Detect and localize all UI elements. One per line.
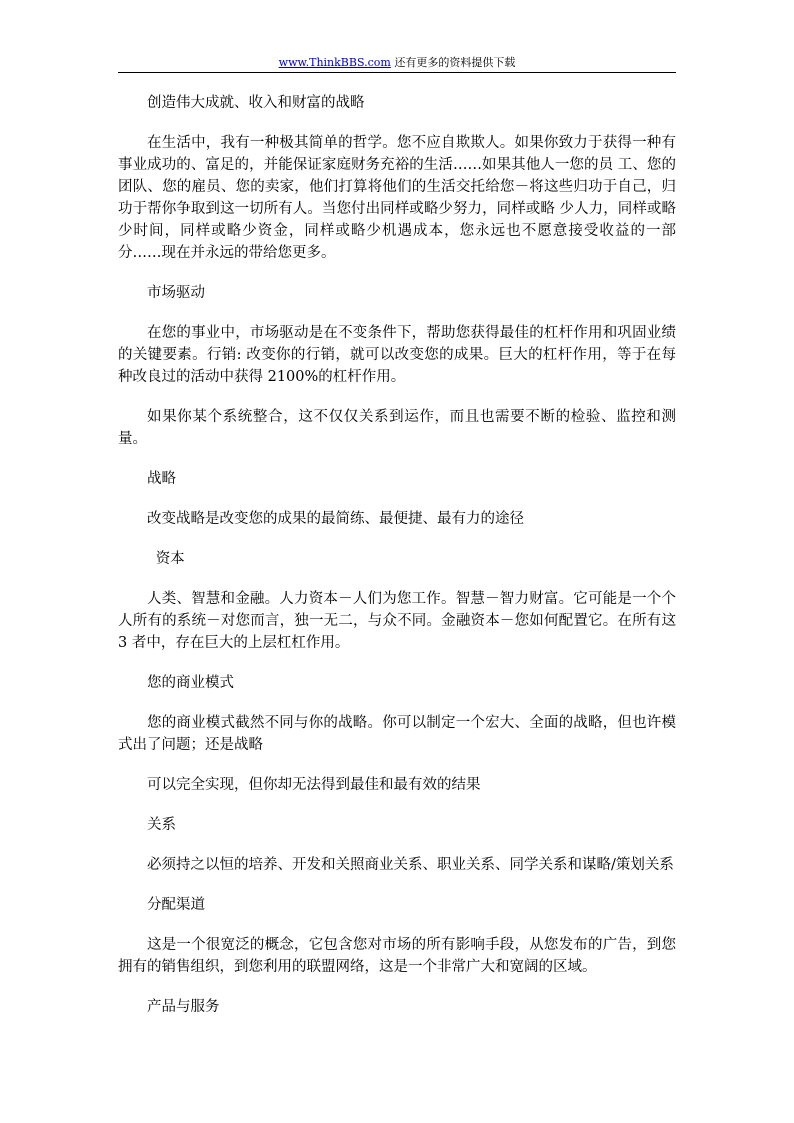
paragraph: 改变战略是改变您的成果的最简练、最便捷、最有力的途径: [147, 511, 524, 527]
paragraph: 在您的事业中，市场驱动是在不变条件下，帮助您获得最佳的杠杆作用和巩固业绩的关键要素。行销: 改变你的行销，就可以改变您的成果。巨大的杠杆作用，等于在每种改良过的活动中获得 2100%的杠杆作用。: [118, 325, 676, 385]
section-heading: 分配渠道: [147, 897, 205, 913]
section-heading: 产品与服务: [147, 999, 220, 1015]
section-heading: 资本: [155, 551, 185, 567]
paragraph: 这是一个很宽泛的概念，它包含您对市场的所有影响手段，从您发布的广告，到您拥有的销售组织，到您利用的联盟网络，这是一个非常广大和宽阔的区域。: [118, 937, 676, 975]
section-heading: 您的商业模式: [147, 675, 234, 691]
paragraph: 人类、智慧和金融。人力资本－人们为您工作。智慧－智力财富。它可能是一个个人所有的系统－对您而言，独一无二，与众不同。金融资本－您如何配置它。在所有这 3 者中，存在巨大的上层杠杠作用。: [118, 591, 676, 651]
header-rule: [118, 72, 676, 73]
document-body: [118, 92, 676, 1036]
paragraph: 您的商业模式截然不同与你的战略。你可以制定一个宏大、全面的战略，但也许模式出了问题；还是战略: [118, 715, 676, 753]
paragraph: 必须持之以恒的培养、开发和关照商业关系、职业关系、同学关系和谋略/策划关系: [147, 857, 674, 873]
paragraph: 可以完全实现，但你却无法得到最佳和最有效的结果: [147, 777, 481, 793]
site-link[interactable]: www.ThinkBBS.com: [278, 56, 391, 69]
section-heading: 关系: [147, 817, 176, 833]
paragraph: 在生活中，我有一种极其简单的哲学。您不应自欺欺人。如果你致力于获得一种有事业成功的、富足的，并能保证家庭财务充裕的生活……如果其他人一您的员 工、您的团队、您的雇员、您的卖家，他们打算将他们的生活交托给您－将这些归功于自己，归功于帮你争取到这一切所有人。当您付出同样或略少努力，同样或略 少人力，同样或略少时间，同样或略少资金，同样或略少机遇成本，您永远也不愿意接受收益的一部分……现在并永远的带给您更多。: [118, 135, 676, 261]
header-text: 还有更多的资料提供下载: [390, 56, 516, 69]
section-heading: 市场驱动: [147, 285, 205, 301]
page-header: [118, 56, 676, 70]
section-heading: 战略: [147, 471, 176, 487]
paragraph: 如果你某个系统整合，这不仅仅关系到运作，而且也需要不断的检验、监控和测量。: [118, 409, 676, 447]
section-heading: 创造伟大成就、收入和财富的战略: [147, 95, 365, 111]
